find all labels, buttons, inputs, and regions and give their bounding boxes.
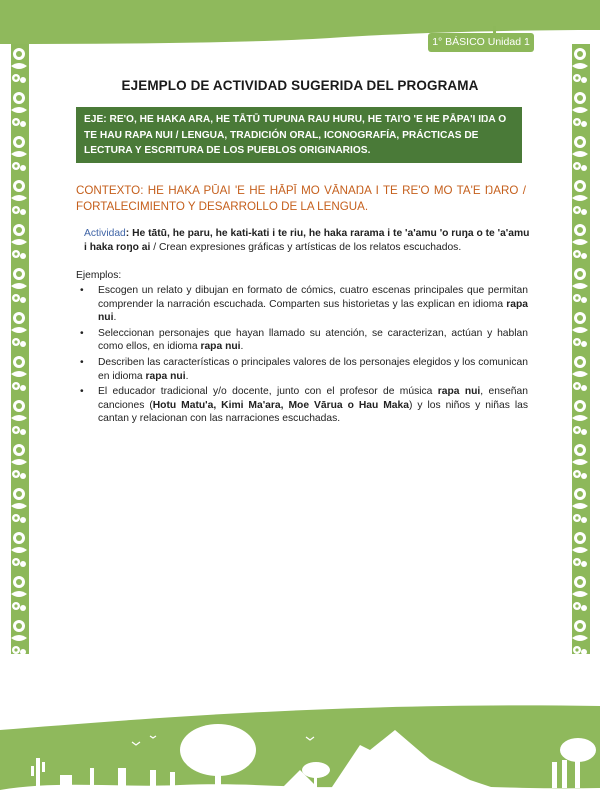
item-bold: rapa nui: [98, 298, 528, 324]
bullet-icon: •: [80, 356, 84, 368]
list-item: [76, 356, 528, 383]
ejemplos-list: [76, 284, 528, 428]
actividad-paragraph: [84, 227, 530, 255]
actividad-label: Actividad: [84, 228, 126, 239]
item-bold: rapa nui: [437, 386, 481, 398]
item-text: ) y los niños y niñas las cantan y relacionan con las narraciones escuchadas.: [98, 399, 528, 425]
contexto-heading: CONTEXTO: HE HAKA PŪAI 'E HE HĀPĪ MO VĀNAŊA I TE RE'O MO TA'E ŊARO / FORTALECIMIENTO Y DESARROLLO DE LA LENGUA.: [76, 184, 526, 213]
list-item: [76, 385, 528, 426]
item-text: Describen las características o principales valores de los personajes elegidos y los comunican en idioma: [98, 356, 528, 382]
item-text: Escogen un relato y dibujan en formato de cómics, cuatro escenas principales que permitan comprender la narración escuchada. Comparten sus historietas y las explican en idioma: [98, 285, 528, 310]
item-text: .: [185, 370, 189, 382]
eje-box: EJE: RE'O, HE HAKA ARA, HE TĀTŪ TUPUNA RAU HURU, HE TAI'O 'E HE PĀPA'I IŊA O TE HAU RAPA NUI / LENGUA, TRADICIÓN ORAL, ICONOGRAFÍA, PRÁCTICAS DE LECTURA Y ESCRITURA DE LOS PUEBLOS ORIGINARIOS.: [76, 107, 522, 163]
list-item: [76, 284, 528, 325]
item-bold: Hotu Matu'a, Kimi Ma'ara, Moe Vārua o Hau Maka: [152, 399, 409, 411]
bullet-icon: •: [80, 327, 84, 339]
actividad-colon: :: [125, 228, 133, 239]
item-text: .: [240, 341, 244, 353]
item-text: El educador tradicional y/o docente, junto con el profesor de música: [98, 386, 438, 398]
bullet-icon: •: [80, 285, 84, 296]
item-bold: rapa nui: [145, 370, 186, 382]
page-title: EJEMPLO DE ACTIVIDAD SUGERIDA DEL PROGRAMA: [121, 78, 479, 93]
item-text: Seleccionan personajes que hayan llamado su atención, se caracterizan, actúan y hablan como ellos, en idioma: [98, 327, 528, 353]
list-item: [76, 327, 528, 354]
grade-unit-badge: 1° BÁSICO Unidad 1: [428, 33, 534, 52]
actividad-spanish-text: Crean expresiones gráficas y artísticas de los relatos escuchados.: [158, 242, 462, 253]
item-text: .: [113, 312, 117, 324]
actividad-separator: /: [150, 242, 159, 253]
left-ornament-border: [9, 44, 29, 654]
item-text: , enseñan canciones (: [98, 386, 528, 411]
ejemplos-label: Ejemplos:: [76, 270, 122, 281]
item-bold: rapa nui: [200, 341, 241, 353]
bottom-landscape-illustration: [0, 640, 600, 800]
right-ornament-border: [570, 44, 590, 654]
actividad-rapanui-text: He tātū, he paru, he kati-kati i te riu, he haka rarama i te 'a'amu 'o ruŋa o te 'a'amu i haka roŋo ai: [84, 228, 530, 253]
bullet-icon: •: [80, 386, 84, 398]
